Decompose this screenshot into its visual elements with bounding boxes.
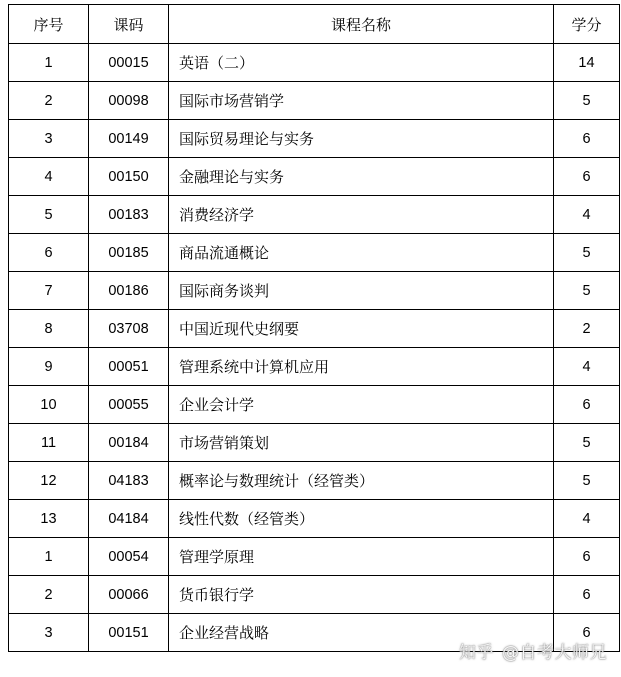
row-name: 企业会计学 (169, 386, 554, 424)
row-code: 04184 (89, 500, 169, 538)
table-row (9, 310, 620, 348)
table-row (9, 158, 620, 196)
row-seq: 11 (9, 424, 89, 462)
table-row (9, 234, 620, 272)
table-row (9, 120, 620, 158)
watermark (459, 638, 607, 663)
row-code: 00066 (89, 576, 169, 614)
table-row (9, 576, 620, 614)
row-seq: 13 (9, 500, 89, 538)
row-seq: 5 (9, 196, 89, 234)
row-name: 国际市场营销学 (169, 82, 554, 120)
row-code: 00098 (89, 82, 169, 120)
row-code: 03708 (89, 310, 169, 348)
row-credit: 14 (554, 44, 620, 82)
row-credit: 6 (554, 614, 620, 652)
row-code: 00151 (89, 614, 169, 652)
row-name: 国际商务谈判 (169, 272, 554, 310)
header-code: 课码 (89, 5, 169, 44)
table-row (9, 538, 620, 576)
row-name: 商品流通概论 (169, 234, 554, 272)
row-seq: 8 (9, 310, 89, 348)
header-credit: 学分 (554, 5, 620, 44)
row-credit: 5 (554, 234, 620, 272)
row-code: 00054 (89, 538, 169, 576)
table-row (9, 424, 620, 462)
row-seq: 2 (9, 82, 89, 120)
row-credit: 2 (554, 310, 620, 348)
table-row (9, 44, 620, 82)
table-row (9, 500, 620, 538)
row-seq: 2 (9, 576, 89, 614)
row-name: 企业经营战略 (169, 614, 554, 652)
table-row (9, 386, 620, 424)
row-code: 00149 (89, 120, 169, 158)
table-row (9, 82, 620, 120)
row-code: 00051 (89, 348, 169, 386)
row-name: 管理系统中计算机应用 (169, 348, 554, 386)
table-header-row (9, 5, 620, 44)
row-code: 00015 (89, 44, 169, 82)
row-code: 04183 (89, 462, 169, 500)
header-seq: 序号 (9, 5, 89, 44)
row-credit: 4 (554, 500, 620, 538)
row-seq: 1 (9, 44, 89, 82)
row-seq: 9 (9, 348, 89, 386)
row-credit: 6 (554, 576, 620, 614)
row-seq: 4 (9, 158, 89, 196)
row-credit: 5 (554, 272, 620, 310)
row-name: 中国近现代史纲要 (169, 310, 554, 348)
row-code: 00184 (89, 424, 169, 462)
row-name: 英语（二） (169, 44, 554, 82)
row-seq: 1 (9, 538, 89, 576)
watermark-brand: 知乎 (459, 643, 494, 663)
table-row (9, 348, 620, 386)
row-credit: 6 (554, 538, 620, 576)
row-seq: 6 (9, 234, 89, 272)
row-code: 00185 (89, 234, 169, 272)
row-name: 货币银行学 (169, 576, 554, 614)
row-credit: 6 (554, 158, 620, 196)
row-credit: 6 (554, 120, 620, 158)
header-name: 课程名称 (169, 5, 554, 44)
row-name: 市场营销策划 (169, 424, 554, 462)
row-seq: 3 (9, 614, 89, 652)
row-credit: 4 (554, 348, 620, 386)
table-row (9, 196, 620, 234)
row-code: 00183 (89, 196, 169, 234)
row-seq: 7 (9, 272, 89, 310)
row-name: 国际贸易理论与实务 (169, 120, 554, 158)
row-name: 管理学原理 (169, 538, 554, 576)
row-name: 概率论与数理统计（经管类） (169, 462, 554, 500)
course-table (8, 4, 620, 652)
watermark-author: @自考大师兄 (502, 643, 607, 663)
row-credit: 5 (554, 462, 620, 500)
row-credit: 6 (554, 386, 620, 424)
row-code: 00150 (89, 158, 169, 196)
row-credit: 5 (554, 82, 620, 120)
row-name: 消费经济学 (169, 196, 554, 234)
row-seq: 12 (9, 462, 89, 500)
row-name: 线性代数（经管类） (169, 500, 554, 538)
row-credit: 5 (554, 424, 620, 462)
row-name: 金融理论与实务 (169, 158, 554, 196)
row-seq: 10 (9, 386, 89, 424)
row-seq: 3 (9, 120, 89, 158)
table-row (9, 272, 620, 310)
row-code: 00186 (89, 272, 169, 310)
row-credit: 4 (554, 196, 620, 234)
row-code: 00055 (89, 386, 169, 424)
table-row (9, 462, 620, 500)
